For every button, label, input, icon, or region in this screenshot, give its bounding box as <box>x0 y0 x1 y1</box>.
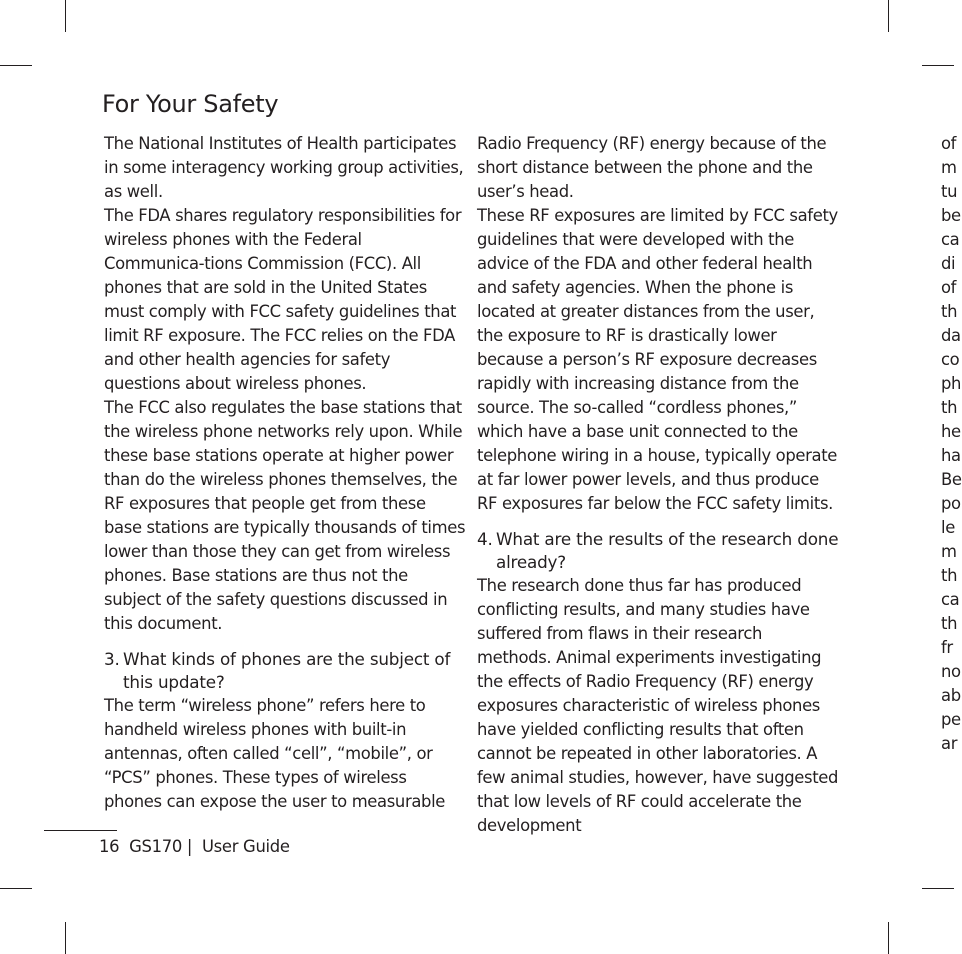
clipped-line-fragment: ca <box>941 230 960 249</box>
clipped-line-fragment: th <box>941 398 958 417</box>
clipped-line-fragment: of <box>941 134 957 153</box>
footer-separator: | <box>186 837 193 856</box>
clipped-line-fragment: ab <box>941 686 961 705</box>
question-text: What are the results of the research done already? <box>496 529 839 572</box>
crop-mark <box>65 0 66 32</box>
text-column-right-clipped <box>941 132 962 756</box>
clipped-line-fragment: Be <box>941 470 962 489</box>
clipped-line-fragment: tu <box>941 182 958 201</box>
paragraph: The term “wireless phone” refers here to handheld wireless phones with built-in antennas, often called “cell”, “mobile”, or “PCS” phones. These types of wireless phones can expose the user to measurable <box>104 696 446 811</box>
crop-mark <box>0 888 32 889</box>
clipped-line-fragment: fr <box>941 638 953 657</box>
clipped-line-fragment: le <box>941 518 955 537</box>
question-heading <box>104 648 466 694</box>
clipped-line-fragment: ha <box>941 446 961 465</box>
guide-name: User Guide <box>201 837 290 856</box>
clipped-line-fragment: ph <box>941 374 962 393</box>
crop-mark <box>0 65 32 66</box>
clipped-line-fragment: co <box>941 350 960 369</box>
crop-mark <box>888 922 889 954</box>
text-column-left <box>104 132 466 814</box>
clipped-line-fragment: he <box>941 422 961 441</box>
clipped-line-fragment: be <box>941 206 961 225</box>
page-title: For Your Safety <box>102 90 279 118</box>
crop-mark <box>65 922 66 954</box>
question-number: 4. <box>477 529 493 549</box>
paragraph: The FCC also regulates the base stations that the wireless phone networks rely upon. While these base stations operate at higher power than do the wireless phones themselves, the RF exposures that people get from these base stations are typically thousands of times lower than those they can get from wireless phones. Base stations are thus not the subject of the safety questions discussed in this document. <box>104 398 466 633</box>
clipped-line-fragment: no <box>941 662 961 681</box>
crop-mark <box>922 888 954 889</box>
question-heading <box>477 528 839 574</box>
paragraph: The FDA shares regulatory responsibilities for wireless phones with the Federal Communica-tions Commission (FCC). All phones that are sold in the United States must comply with FCC safety guidelines that limit RF exposure. The FCC relies on the FDA and other health agencies for safety questions about wireless phones. <box>104 206 462 393</box>
footer-rule <box>44 830 117 831</box>
clipped-line-fragment: ca <box>941 590 960 609</box>
page-number: 16 <box>99 837 120 856</box>
clipped-line-fragment: of <box>941 278 957 297</box>
clipped-line-fragment: da <box>941 326 961 345</box>
question-number: 3. <box>104 649 120 669</box>
model-name: GS170 <box>129 837 182 856</box>
text-column-middle <box>477 132 839 838</box>
paragraph: The National Institutes of Health participates in some interagency working group activities, as well. <box>104 134 464 201</box>
clipped-line-fragment: ar <box>941 734 958 753</box>
footer <box>99 837 290 856</box>
clipped-line-fragment: di <box>941 254 956 273</box>
question-text: What kinds of phones are the subject of this update? <box>123 649 451 692</box>
clipped-line-fragment: m <box>941 542 957 561</box>
clipped-line-fragment: po <box>941 494 961 513</box>
clipped-line-fragment: pe <box>941 710 961 729</box>
paragraph: These RF exposures are limited by FCC safety guidelines that were developed with the advice of the FDA and other federal health and safety agencies. When the phone is located at greater distances from the user, the exposure to RF is drastically lower because a person’s RF exposure decreases rapidly with increasing distance from the source. The so-called “cordless phones,” which have a base unit connected to the telephone wiring in a house, typically operate at far lower power levels, and thus produce RF exposures far below the FCC safety limits. <box>477 206 838 513</box>
clipped-line-fragment: th <box>941 566 958 585</box>
crop-mark <box>922 65 954 66</box>
clipped-line-fragment: th <box>941 614 958 633</box>
clipped-line-fragment: m <box>941 158 957 177</box>
crop-mark <box>888 0 889 32</box>
clipped-line-fragment: th <box>941 302 958 321</box>
paragraph: Radio Frequency (RF) energy because of the short distance between the phone and the user’s head. <box>477 134 827 201</box>
paragraph: The research done thus far has produced conflicting results, and many studies have suffered from flaws in their research methods. Animal experiments investigating the effects of Radio Frequency (RF) energy exposures characteristic of wireless phones have yielded conflicting results that often cannot be repeated in other laboratories. A few animal studies, however, have suggested that low levels of RF could accelerate the development <box>477 576 839 835</box>
